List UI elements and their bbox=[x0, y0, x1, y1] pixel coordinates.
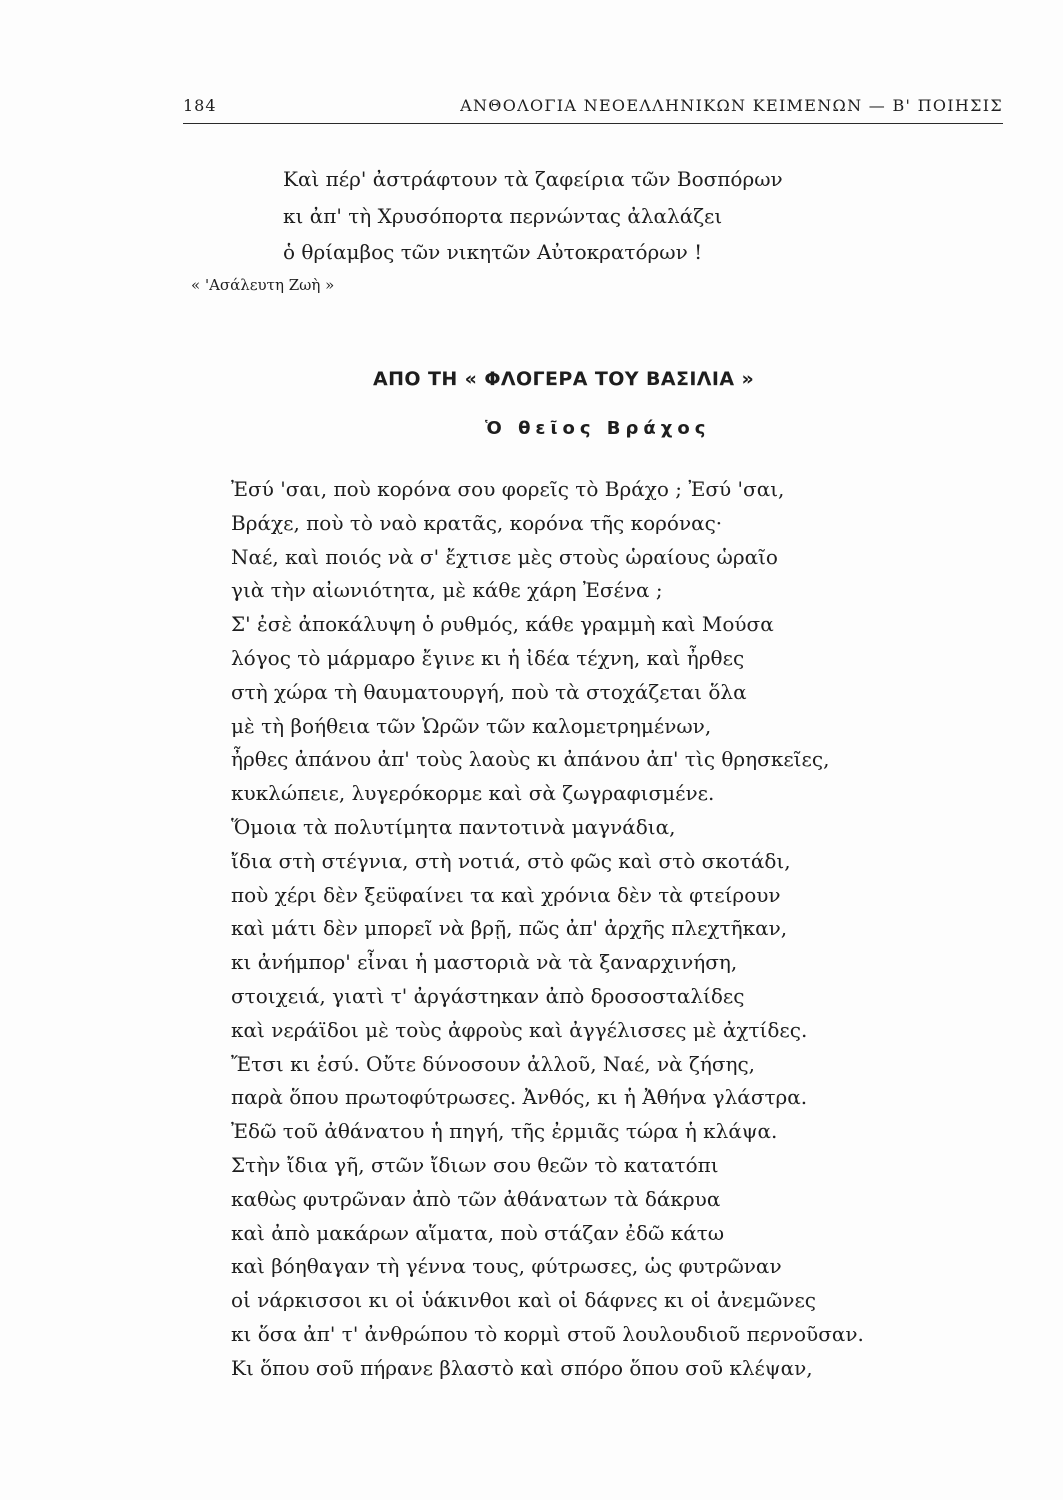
verse-line: καὶ νεράϊδοι μὲ τοὺς ἀφροὺς καὶ ἀγγέλισσες μὲ ἀχτίδες. bbox=[231, 1017, 808, 1042]
verse-line: ὁ θρίαμβος τῶν νικητῶν Αὐτοκρατόρων ! bbox=[283, 240, 703, 264]
verse-line: Κι ὅπου σοῦ πήρανε βλαστὸ καὶ σπόρο ὅπου σοῦ κλέψαν, bbox=[231, 1355, 813, 1380]
verse-line: Στὴν ἴδια γῆ, στῶν ἴδιων σου θεῶν τὸ κατατόπι bbox=[231, 1152, 719, 1177]
verse-line: Σ' ἐσὲ ἀποκάλυψη ὁ ρυθμός, κάθε γραμμὴ καὶ Μούσα bbox=[231, 612, 774, 637]
verse-line: Ἔτσι κι ἐσύ. Οὔτε δύνοσουν ἀλλοῦ, Ναέ, νὰ ζήσης, bbox=[231, 1051, 756, 1076]
verse-line: Ἐδῶ τοῦ ἀθάνατου ἡ πηγή, τῆς ἐρμιᾶς τώρα ἡ κλάψα. bbox=[231, 1119, 778, 1144]
verse-line: κι ἀπ' τὴ Χρυσόπορτα περνώντας ἀλαλάζει bbox=[283, 203, 723, 228]
section-title: ΑΠΟ ΤΗ « ΦΛΟΓΕΡΑ ΤΟΥ ΒΑΣΙΛΙΑ » bbox=[373, 368, 755, 390]
verse-line: καθὼς φυτρῶναν ἀπὸ τῶν ἀθάνατων τὰ δάκρυα bbox=[231, 1186, 721, 1211]
verse-line: Ὅμοια τὰ πολυτίμητα παντοτινὰ μαγνάδια, bbox=[231, 814, 676, 839]
poem-title: Ὁ θεῖος Βράχος bbox=[485, 418, 711, 439]
verse-line: γιὰ τὴν αἰωνιότητα, μὲ κάθε χάρη Ἐσένα ; bbox=[231, 578, 663, 603]
source-citation: « 'Ασάλευτη Ζωὴ » bbox=[191, 276, 335, 294]
poem-body bbox=[231, 473, 991, 1386]
verse-line: ποὺ χέρι δὲν ξεϋφαίνει τα καὶ χρόνια δὲν τὰ φτείρουν bbox=[231, 882, 781, 907]
verse-line: στὴ χώρα τὴ θαυματουργή, ποὺ τὰ στοχάζεται ὅλα bbox=[231, 679, 747, 704]
verse-line: οἱ νάρκισσοι κι οἱ ὑάκινθοι καὶ οἱ δάφνες κι οἱ ἀνεμῶνες bbox=[231, 1288, 816, 1313]
running-title: ΑΝΘΟΛΟΓΙΑ ΝΕΟΕΛΛΗΝΙΚΩΝ ΚΕΙΜΕΝΩΝ — Β' ΠΟΙΗΣΙΣ bbox=[460, 96, 1003, 115]
verse-line: κυκλώπειε, λυγερόκορμε καὶ σὰ ζωγραφισμένε. bbox=[231, 781, 715, 806]
verse-line: Ἐσύ 'σαι, ποὺ κορόνα σου φορεῖς τὸ Βράχο ; Ἐσύ 'σαι, bbox=[231, 477, 785, 501]
verse-line: στοιχειά, γιατὶ τ' ἀργάστηκαν ἀπὸ δροσοσταλίδες bbox=[231, 983, 745, 1008]
verse-line: ἴδια στὴ στέγνια, στὴ νοτιά, στὸ φῶς καὶ στὸ σκοτάδι, bbox=[231, 848, 791, 873]
verse-line: Βράχε, ποὺ τὸ ναὸ κρατᾶς, κορόνα τῆς κορόνας· bbox=[231, 510, 723, 535]
verse-line: καὶ μάτι δὲν μπορεῖ νὰ βρῇ, πῶς ἀπ' ἀρχῆς πλεχτῆκαν, bbox=[231, 916, 788, 941]
intro-stanza bbox=[283, 161, 963, 271]
verse-line: καὶ ἀπὸ μακάρων αἵματα, ποὺ στάζαν ἐδῶ κάτω bbox=[231, 1220, 725, 1245]
page-number: 184 bbox=[183, 96, 217, 115]
verse-line: ἦρθες ἀπάνου ἀπ' τοὺς λαοὺς κι ἀπάνου ἀπ' τὶς θρησκεῖες, bbox=[231, 747, 830, 772]
verse-line: Καὶ πέρ' ἀστράφτουν τὰ ζαφείρια τῶν Βοσπόρων bbox=[283, 167, 783, 191]
verse-line: κι ἀνήμπορ' εἶναι ἡ μαστοριὰ νὰ τὰ ξαναρχινήση, bbox=[231, 950, 738, 975]
page-header bbox=[183, 96, 1003, 124]
verse-line: Ναέ, καὶ ποιός νὰ σ' ἔχτισε μὲς στοὺς ὡραίους ὡραῖο bbox=[231, 544, 778, 569]
verse-line: λόγος τὸ μάρμαρο ἔγινε κι ἡ ἰδέα τέχνη, καὶ ἦρθες bbox=[231, 645, 745, 670]
verse-line: κι ὅσα ἀπ' τ' ἀνθρώπου τὸ κορμὶ στοῦ λουλουδιοῦ περνοῦσαν. bbox=[231, 1321, 864, 1346]
verse-line: καὶ βόηθαγαν τὴ γέννα τους, φύτρωσες, ὡς φυτρῶναν bbox=[231, 1254, 782, 1279]
header-rule bbox=[183, 123, 1003, 124]
verse-line: παρὰ ὅπου πρωτοφύτρωσες. Ἀνθός, κι ἡ Ἀθήνα γλάστρα. bbox=[231, 1085, 808, 1110]
verse-line: μὲ τὴ βοήθεια τῶν Ὡρῶν τῶν καλομετρημένων, bbox=[231, 713, 712, 738]
